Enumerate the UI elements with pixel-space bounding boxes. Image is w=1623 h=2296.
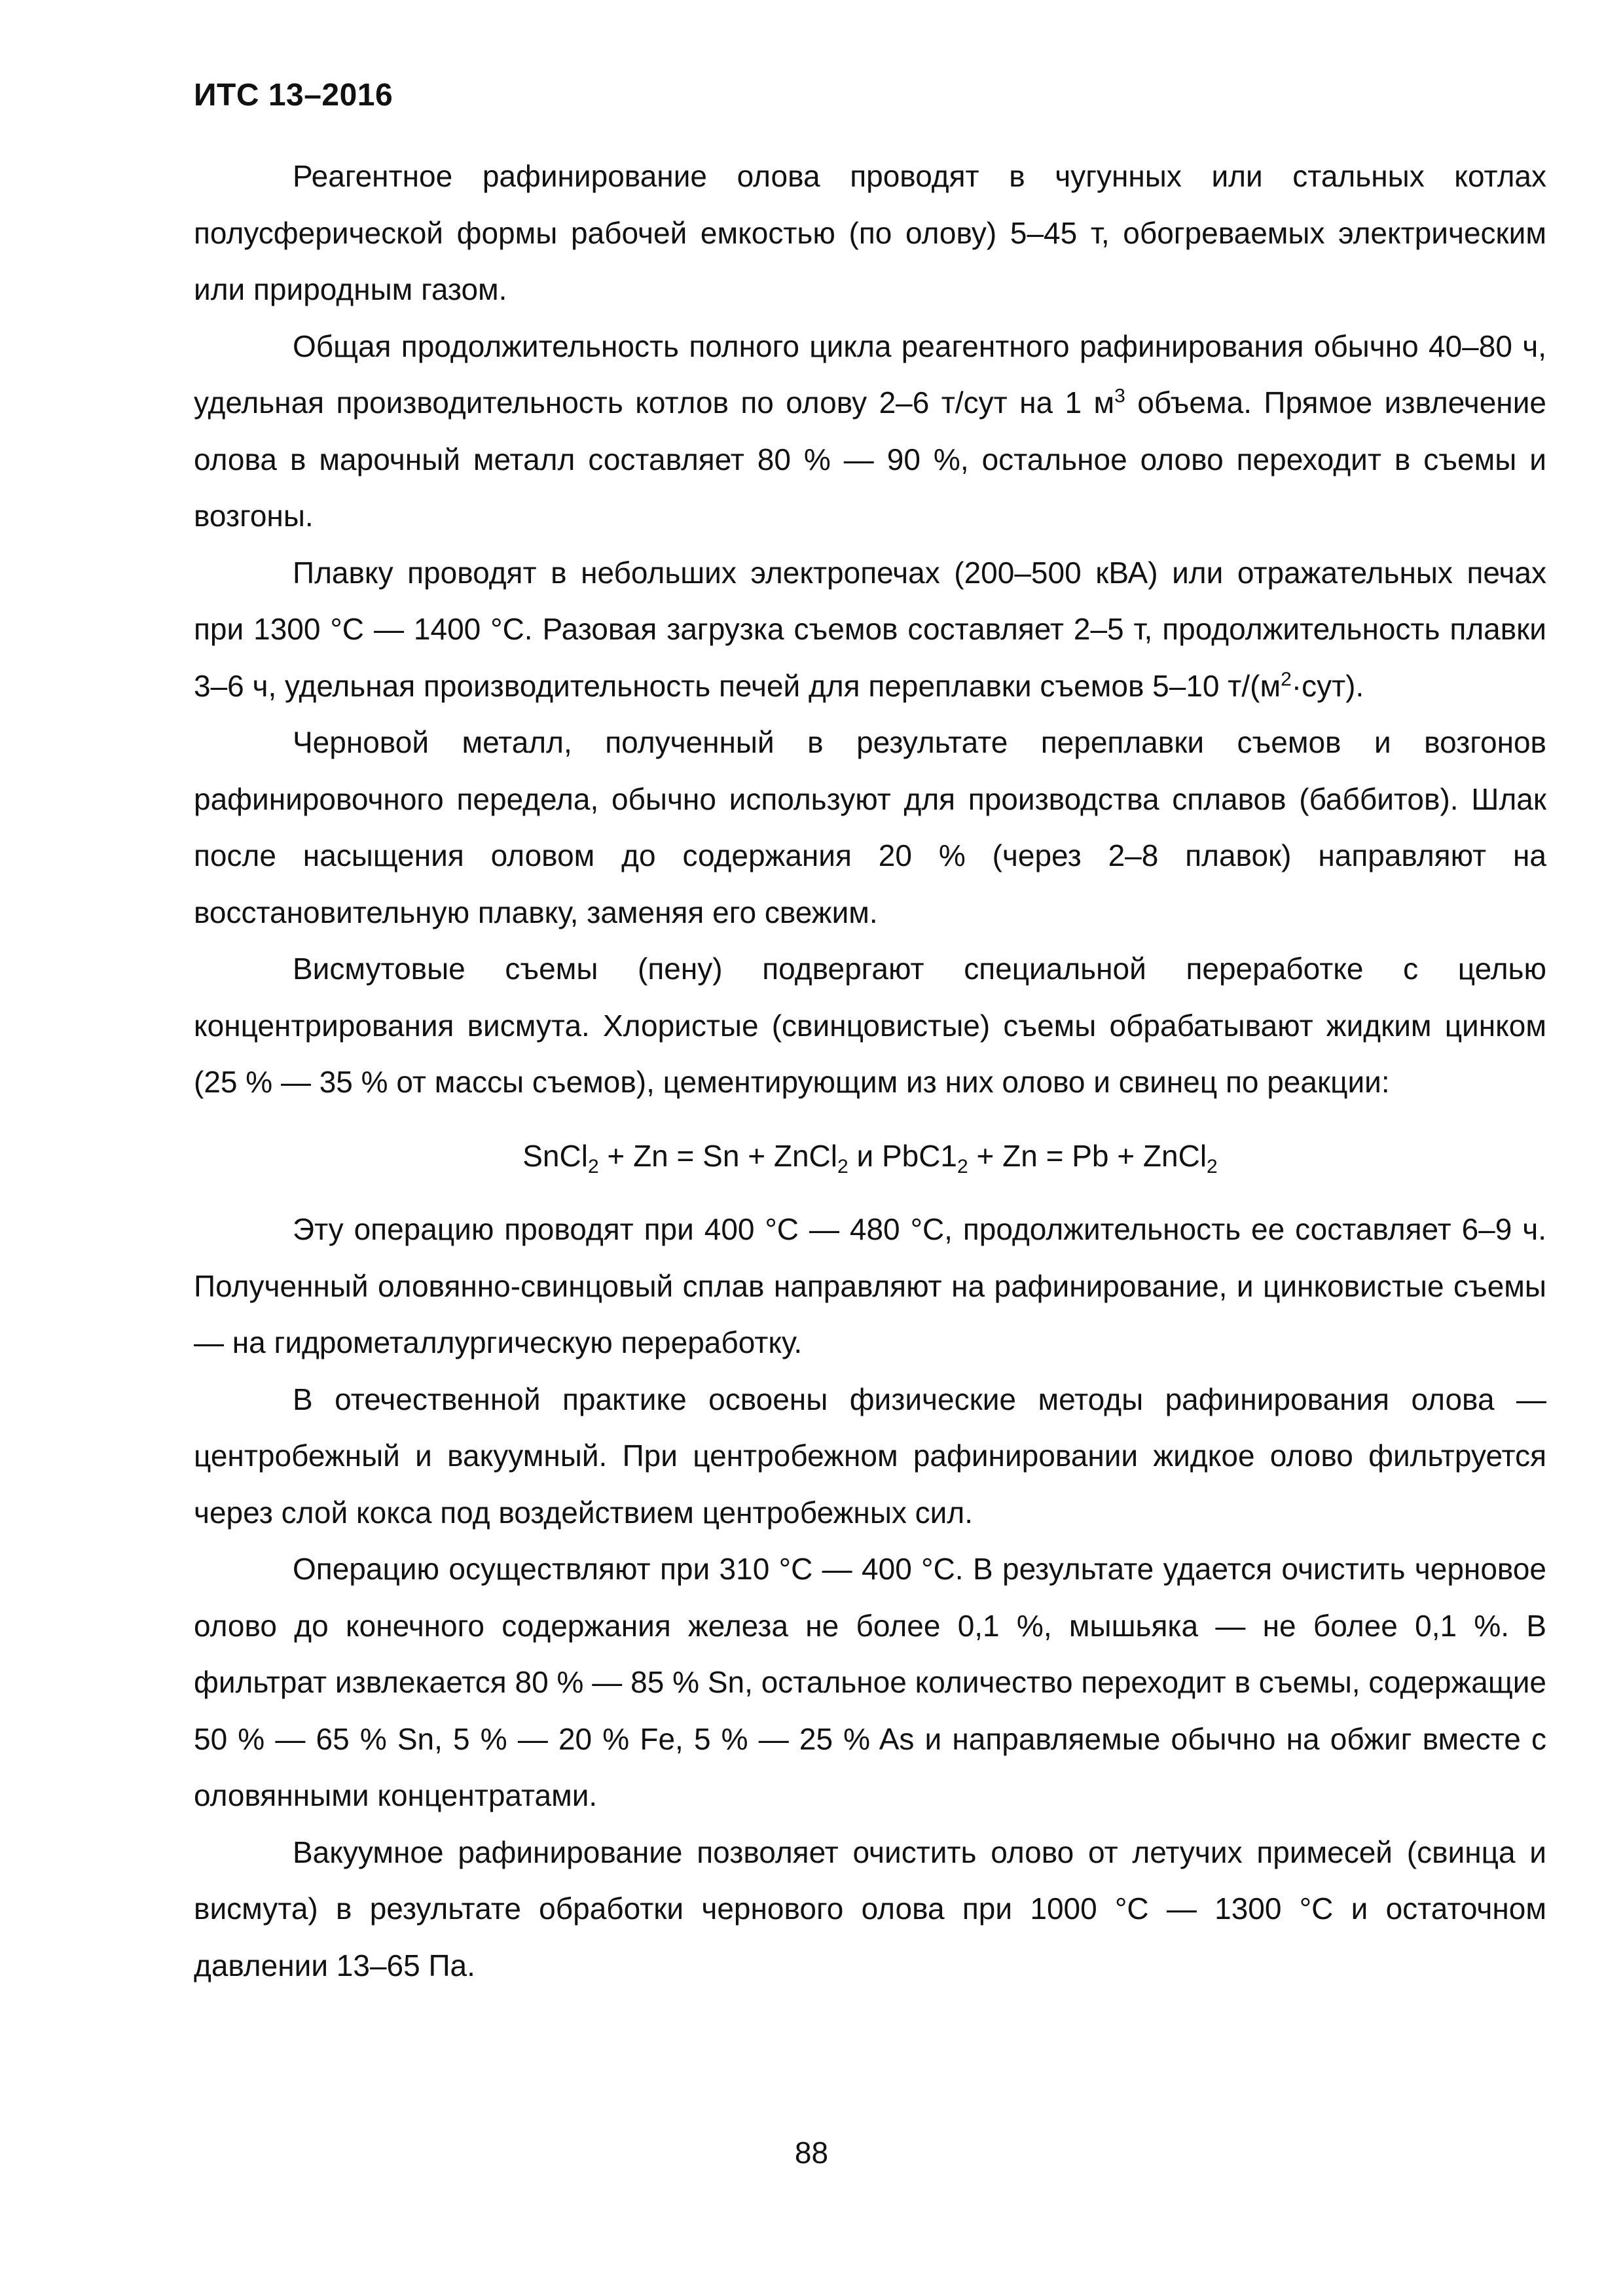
- document-body: [194, 148, 1546, 1994]
- paragraph-vacuum-refining: Вакуумное рафинирование позволяет очистить олово от летучих примесей (свинца и висмута) в результате обработки чернового олова при 1000 °С — 1300 °С и остаточном давлении 13–65 Па.: [194, 1835, 1546, 1982]
- chemical-reaction-formula: [194, 1111, 1546, 1202]
- formula-subscript: 2: [957, 1155, 968, 1177]
- formula-subscript: 2: [837, 1155, 848, 1177]
- paragraph-smelting: [194, 545, 1546, 715]
- paragraph-crude-metal: Черновой металл, полученный в результате переплавки съемов и возгонов рафинировочного передела, обычно используют для производства сплавов (баббитов). Шлак после насыщения оловом до содержания 20 % (через 2–8 плавок) направляют на восстановительную плавку, заменяя его свежим.: [194, 725, 1546, 929]
- document-header: ИТС 13–2016: [194, 78, 393, 113]
- paragraph-reagent-refining: Реагентное рафинирование олова проводят в чугунных или стальных котлах полусферической формы рабочей емкостью (по олову) 5–45 т, обогреваемых электрическим или природным газом.: [194, 159, 1546, 306]
- formula-subscript: 2: [587, 1155, 599, 1177]
- paragraph-centrifugal-results: Операцию осуществляют при 310 °С — 400 °С. В результате удается очистить черновое олово до конечного содержания железа не более 0,1 %, мышьяка — не более 0,1 %. В фильтрат извлекается 80 % — 85 % Sn, остальное количество переходит в съемы, содержащие 50 % — 65 % Sn, 5 % — 20 % Fe, 5 % — 25 % As и направляемые обычно на обжиг вместе с оловянными концентратами.: [194, 1552, 1546, 1812]
- formula-text: и PbC1: [848, 1138, 958, 1173]
- formula-text: + Zn = Pb + ZnCl: [968, 1138, 1207, 1173]
- paragraph-physical-methods: В отечественной практике освоены физические методы рафинирования олова — центробежный и вакуумный. При центробежном рафинировании жидкое олово фильтруется через слой кокса под воздействием центробежных сил.: [194, 1382, 1546, 1530]
- paragraph-operation-temperature: Эту операцию проводят при 400 °С — 480 °С, продолжительность ее составляет 6–9 ч. Полученный оловянно-свинцовый сплав направляют на рафинирование, и цинковистые съемы — на гидрометаллургическую переработку.: [194, 1212, 1546, 1359]
- paragraph-bismuth-dross: Висмутовые съемы (пену) подвергают специальной переработке с целью концентрирования висмута. Хлористые (свинцовистые) съемы обрабатывают жидким цинком (25 % — 35 % от массы съемов), цементирующим из них олово и свинец по реакции:: [194, 952, 1546, 1099]
- page-number: 88: [794, 2136, 829, 2170]
- paragraph-text: ·сут).: [1291, 668, 1364, 703]
- formula-text: SnCl: [522, 1138, 588, 1173]
- superscript: 2: [1281, 668, 1292, 691]
- formula-subscript: 2: [1207, 1155, 1218, 1177]
- paragraph-cycle-duration: [194, 318, 1546, 545]
- formula-text: + Zn = Sn + ZnCl: [598, 1138, 837, 1173]
- paragraph-text: объема. Прямое извлечение олова в марочный металл составляет 80 % — 90 %, остальное олово переходит в съемы и возгоны.: [194, 386, 1546, 533]
- paragraph-text: Плавку проводят в небольших электропечах (200–500 кВА) или отражательных печах при 1300 °С — 1400 °С. Разовая загрузка съемов составляет 2–5 т, продолжительность плавки 3–6 ч, удельная производительность печей для переплавки съемов 5–10 т/(м: [194, 555, 1546, 703]
- paragraph-text: Общая продолжительность полного цикла реагентного рафинирования обычно 40–80 ч, удельная производительность котлов по олову 2–6 т/сут на 1 м: [194, 329, 1546, 420]
- superscript: 3: [1114, 385, 1125, 407]
